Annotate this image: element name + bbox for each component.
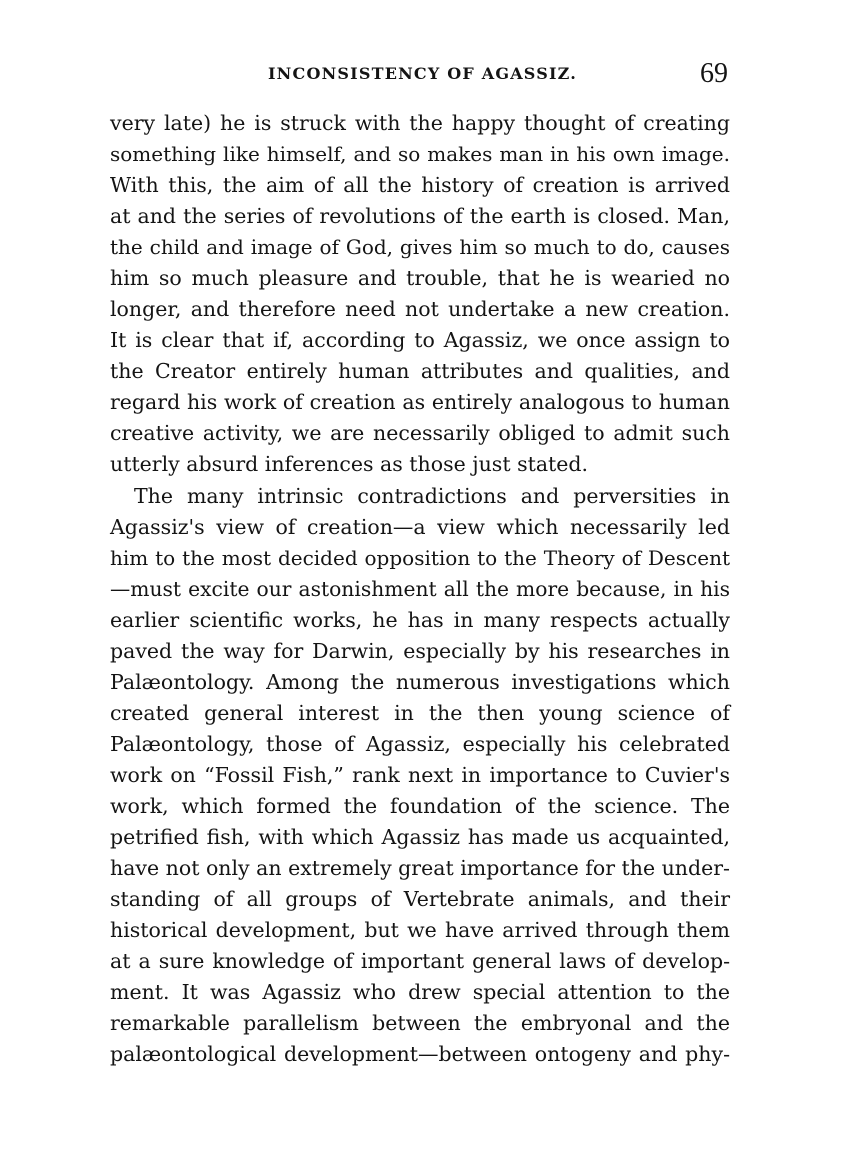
text-line: utterly absurd inferences as those just stated.	[110, 452, 589, 476]
text-line: petrified fish, with which Agassiz has made us acquainted,	[110, 825, 730, 849]
running-title: INCONSISTENCY OF AGASSIZ.	[268, 64, 578, 83]
text-line: Palæontology, those of Agassiz, especially his celebrated	[110, 732, 730, 756]
text-line: very late) he is struck with the happy thought of creating	[110, 111, 730, 135]
text-line: work on “Fossil Fish,” rank next in importance to Cuvier's	[110, 763, 730, 787]
text-line: The many intrinsic contradictions and perversities in	[134, 484, 730, 508]
text-line: standing of all groups of Vertebrate animals, and their	[110, 887, 730, 911]
text-line: regard his work of creation as entirely analogous to human	[110, 390, 730, 414]
text-line: something like himself, and so makes man in his own image.	[110, 142, 730, 166]
text-line: Agassiz's view of creation—a view which necessarily led	[110, 515, 730, 539]
text-line: created general interest in the then young science of	[110, 701, 730, 725]
text-line: creative activity, we are necessarily obliged to admit such	[110, 421, 730, 445]
page-number: 69	[700, 58, 728, 89]
text-line: have not only an extremely great importance for the under-	[110, 856, 730, 880]
text-line: palæontological development—between ontogeny and phy-	[110, 1042, 730, 1066]
running-head	[110, 58, 730, 92]
text-line: With this, the aim of all the history of creation is arrived	[110, 173, 730, 197]
text-line: paved the way for Darwin, especially by his researches in	[110, 639, 730, 663]
text-line: at a sure knowledge of important general laws of develop-	[110, 949, 730, 973]
text-line: work, which formed the foundation of the science. The	[110, 794, 730, 818]
text-line: remarkable parallelism between the embryonal and the	[110, 1011, 730, 1035]
text-line: —must excite our astonishment all the more because, in his	[110, 577, 730, 601]
text-line: It is clear that if, according to Agassiz, we once assign to	[110, 328, 730, 352]
text-line: ment. It was Agassiz who drew special attention to the	[110, 980, 730, 1004]
text-line: historical development, but we have arrived through them	[110, 918, 730, 942]
text-line: Palæontology. Among the numerous investigations which	[110, 670, 730, 694]
text-line: him so much pleasure and trouble, that he is wearied no	[110, 266, 730, 290]
text-line: at and the series of revolutions of the earth is closed. Man,	[110, 204, 730, 228]
text-line: the child and image of God, gives him so much to do, causes	[110, 235, 730, 259]
text-line: him to the most decided opposition to the Theory of Descent	[110, 546, 730, 570]
text-line: longer, and therefore need not undertake a new creation.	[110, 297, 730, 321]
text-line: earlier scientific works, he has in many respects actually	[110, 608, 730, 632]
text-line: the Creator entirely human attributes and qualities, and	[110, 359, 730, 383]
